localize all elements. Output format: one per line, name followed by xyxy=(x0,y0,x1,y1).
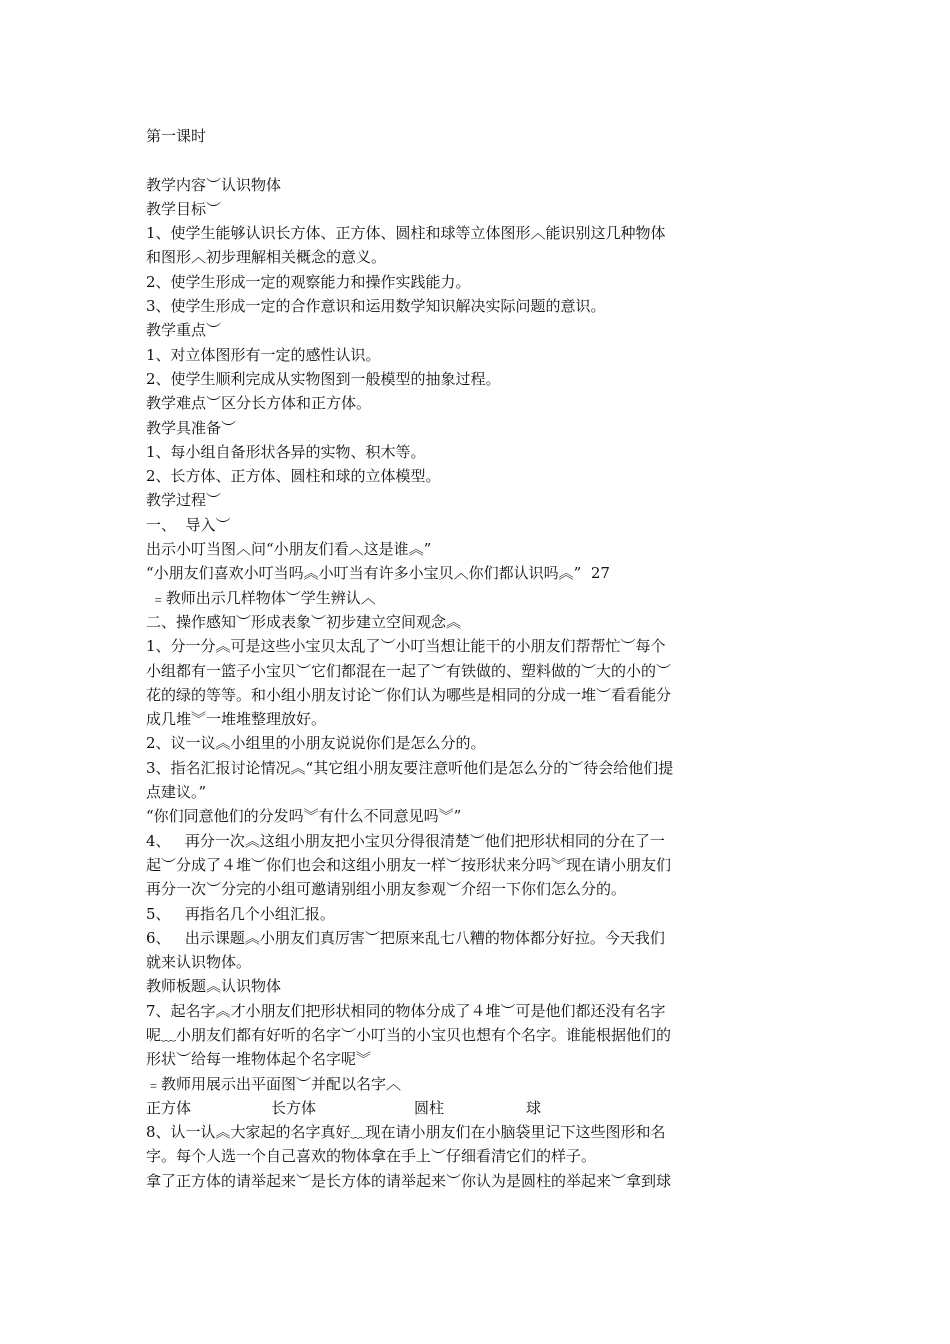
text-line: 点建议。” xyxy=(146,783,207,802)
text-line: 6、 出示课题︽小朋友们真厉害︶把原来乱七八糟的物体都分好拉。今天我们 xyxy=(146,928,665,947)
text-line: 字。每个人选一个自己喜欢的物体拿在手上︶仔细看清它们的样子。 xyxy=(146,1147,597,1166)
text-line: 4、 再分一次︽这组小朋友把小宝贝分得很清楚︶他们把形状相同的分在了一 xyxy=(146,831,665,850)
text-line: ﹦教师用展示出平面图︶并配以名字︿ xyxy=(146,1074,402,1093)
text-line: 再分一次︶分完的小组可邀请别组小朋友参观︶介绍一下你们怎么分的。 xyxy=(146,880,627,899)
text-line: 2、使学生形成一定的观察能力和操作实践能力。 xyxy=(146,272,471,291)
text-line: ﹦教师出示几样物体︶学生辨认︿ xyxy=(146,588,376,607)
text-line: 教学重点︶ xyxy=(146,321,222,340)
shape-name-cube: 正方体 xyxy=(146,1098,192,1117)
shape-name-cylinder: 圆柱 xyxy=(414,1098,445,1117)
text-line: 教学具准备︶ xyxy=(146,418,237,437)
text-line: 拿了正方体的请举起来︶是长方体的请举起来︶你认为是圆柱的举起来︶拿到球 xyxy=(146,1171,672,1190)
document-page xyxy=(146,124,806,1193)
text-line: 2、长方体、正方体、圆柱和球的立体模型。 xyxy=(146,467,441,486)
text-line: 1、每小组自备形状各异的实物、积木等。 xyxy=(146,442,426,461)
text-line: 1、使学生能够认识长方体、正方体、圆柱和球等立体图形︿能识别这几种物体 xyxy=(146,224,666,243)
text-line: 教师板题︽认识物体 xyxy=(146,977,282,996)
shape-name-sphere: 球 xyxy=(526,1098,542,1117)
text-line: 二、操作感知︶形成表象︶初步建立空间观念︽ xyxy=(146,612,462,631)
text-line: 7、起名字︽才小朋友们把形状相同的物体分成了４堆︶可是他们都还没有名字 xyxy=(146,1001,666,1020)
text-line: 小组都有一篮子小宝贝︶它们都混在一起了︶有铁做的、塑料做的︶大的小的︶ xyxy=(146,661,672,680)
text-line: 2、使学生顺利完成从实物图到一般模型的抽象过程。 xyxy=(146,369,501,388)
text-line: 出示小叮当图︿问“小朋友们看︿这是谁︽” xyxy=(146,540,432,559)
lesson-body-continued xyxy=(146,1120,806,1193)
text-line: “你们同意他们的分发吗︾有什么不同意见吗︾” xyxy=(146,807,462,826)
text-line: 形状︶给每一堆物体起个名字呢︾ xyxy=(146,1050,372,1069)
shape-name-row xyxy=(146,1096,806,1120)
lesson-heading-block xyxy=(146,124,806,148)
text-line: 呢﹏小朋友们都有好听的名字︶小叮当的小宝贝也想有个名字。谁能根据他们的 xyxy=(146,1025,672,1044)
lesson-body xyxy=(146,173,806,1096)
text-line: 成几堆︾一堆堆整理放好。 xyxy=(146,710,327,729)
text-line: 5、 再指名几个小组汇报。 xyxy=(146,904,335,923)
text-line: “小朋友们喜欢小叮当吗︽小叮当有许多小宝贝︿你们都认识吗︽” 27 xyxy=(146,564,610,583)
text-line: 第一课时 xyxy=(146,127,207,145)
shape-name-cuboid: 长方体 xyxy=(271,1098,317,1117)
text-line: 3、使学生形成一定的合作意识和运用数学知识解决实际问题的意识。 xyxy=(146,297,606,316)
text-line: 花的绿的等等。和小组小朋友讨论︶你们认为哪些是相同的分成一堆︶看看能分 xyxy=(146,685,672,704)
text-line: 1、分一分︽可是这些小宝贝太乱了︶小叮当想让能干的小朋友们帮帮忙︶每个 xyxy=(146,637,666,656)
text-line: 1、对立体图形有一定的感性认识。 xyxy=(146,345,381,364)
text-line: 一、 导入︶ xyxy=(146,515,231,534)
text-line: 教学难点︶区分长方体和正方体。 xyxy=(146,394,372,413)
text-line: 就来认识物体。 xyxy=(146,953,252,972)
text-line: 教学目标︶ xyxy=(146,199,222,218)
text-line: 8、认一认︽大家起的名字真好﹏现在请小朋友们在小脑袋里记下这些图形和名 xyxy=(146,1123,666,1142)
text-line: 教学内容︶认识物体 xyxy=(146,175,282,194)
text-line: 教学过程︶ xyxy=(146,491,222,510)
text-line: 2、议一议︽小组里的小朋友说说你们是怎么分的。 xyxy=(146,734,486,753)
text-line: 和图形︿初步理解相关概念的意义。 xyxy=(146,248,387,267)
text-line: 起︶分成了４堆︶你们也会和这组小朋友一样︶按形状来分吗︾现在请小朋友们 xyxy=(146,855,672,874)
blank-line xyxy=(146,148,806,172)
text-line: 3、指名汇报讨论情况︽“其它组小朋友要注意听他们是怎么分的︶待会给他们提 xyxy=(146,758,674,777)
